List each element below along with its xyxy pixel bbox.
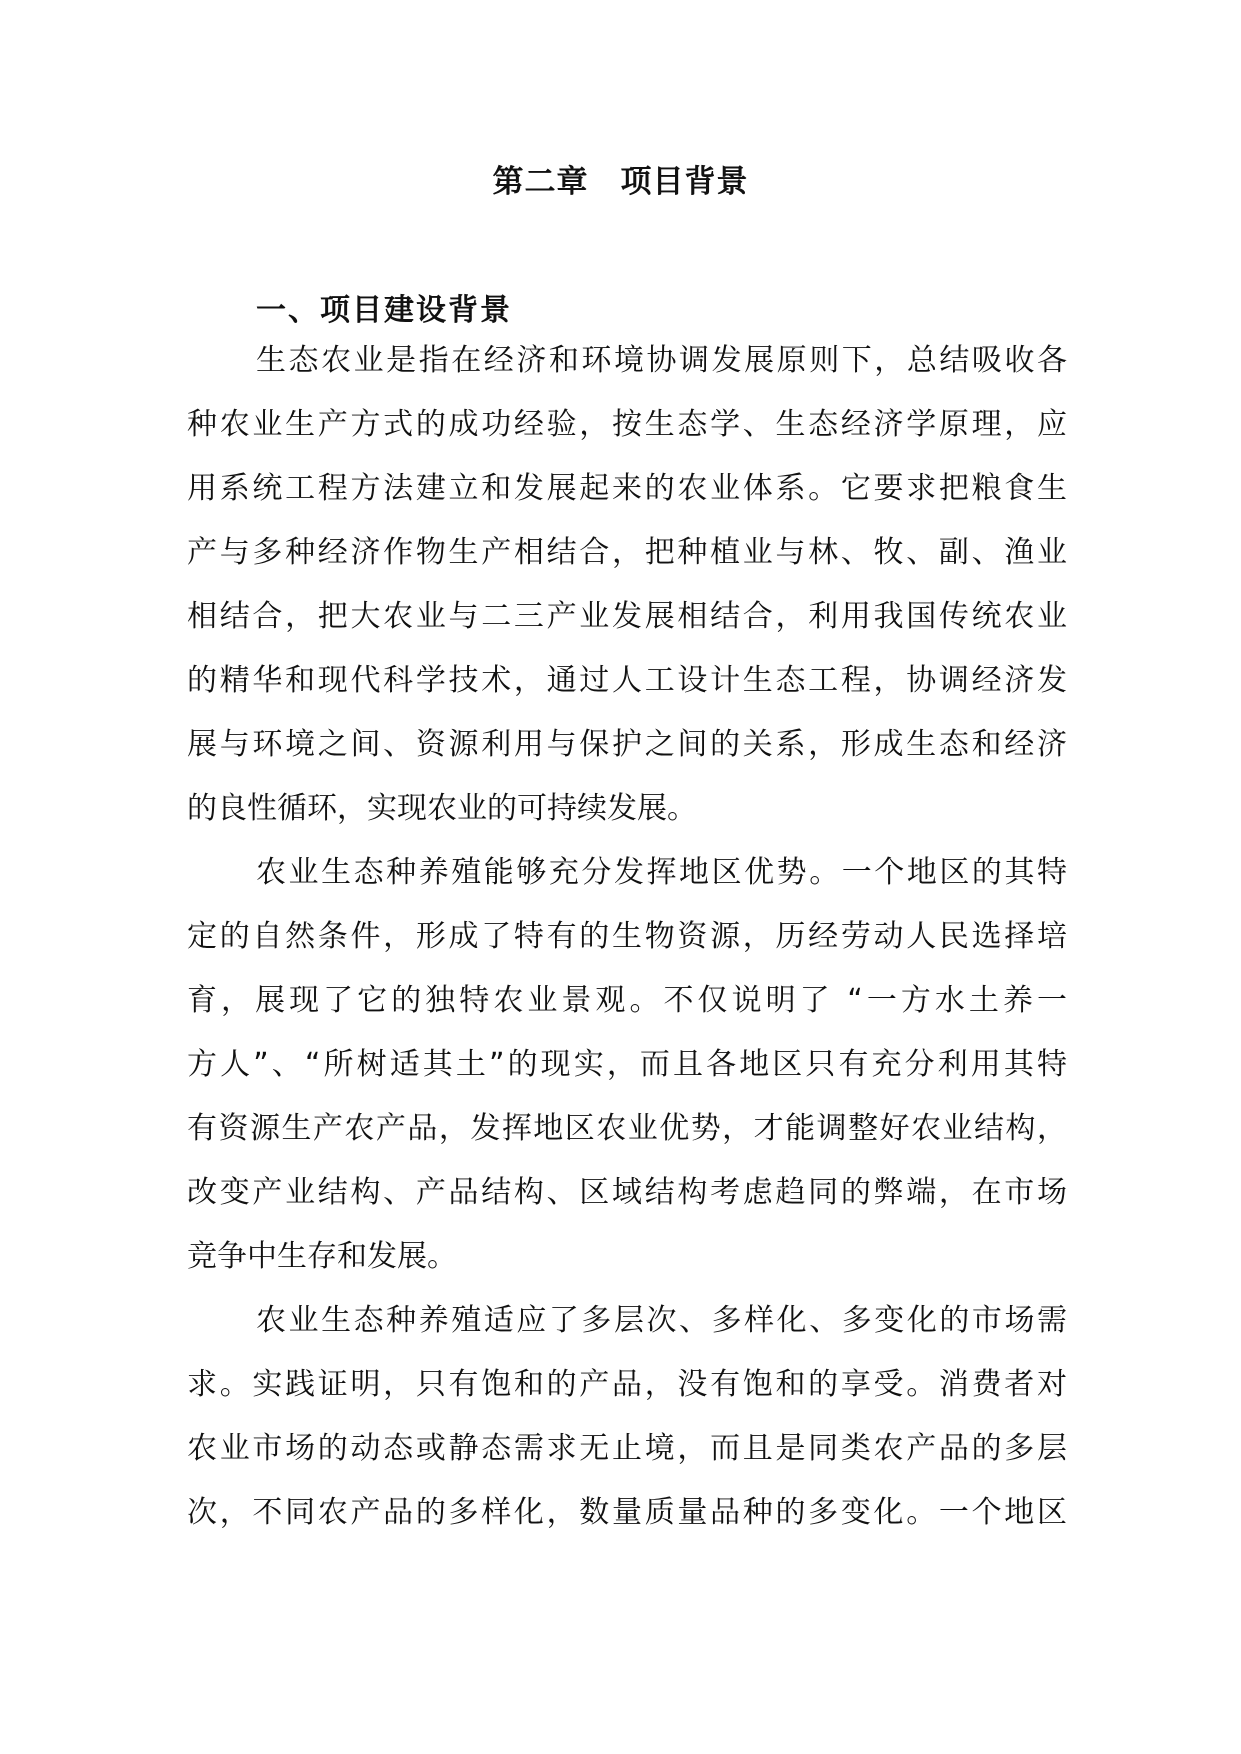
paragraph-2-line-7: 竞争中生存和发展。: [187, 1239, 457, 1274]
paragraph-1-line-1: 生态农业是指在经济和环境协调发展原则下，总结吸收各: [256, 343, 1067, 378]
paragraph-2-line-2: 定的自然条件，形成了特有的生物资源，历经劳动人民选择培: [187, 919, 1067, 954]
paragraph-1-line-6: 的精华和现代科学技术，通过人工设计生态工程，协调经济发: [187, 663, 1067, 698]
paragraph-2-line-6: 改变产业结构、产品结构、区域结构考虑趋同的弊端，在市场: [187, 1175, 1067, 1210]
paragraph-3-line-4: 次，不同农产品的多样化，数量质量品种的多变化。一个地区: [187, 1495, 1067, 1530]
paragraph-2-line-1: 农业生态种养殖能够充分发挥地区优势。一个地区的其特: [256, 855, 1067, 890]
section-heading: 一、项目建设背景: [256, 293, 512, 328]
paragraph-2-line-5: 有资源生产农产品，发挥地区农业优势，才能调整好农业结构，: [187, 1111, 1067, 1146]
paragraph-1-line-5: 相结合，把大农业与二三产业发展相结合，利用我国传统农业: [187, 599, 1067, 634]
paragraph-1-line-2: 种农业生产方式的成功经验，按生态学、生态经济学原理，应: [187, 407, 1067, 442]
paragraph-1-line-8: 的良性循环，实现农业的可持续发展。: [187, 791, 697, 826]
paragraph-2-line-4: 方人”、“所树适其土”的现实，而且各地区只有充分利用其特: [187, 1047, 1067, 1082]
paragraph-3-line-3: 农业市场的动态或静态需求无止境，而且是同类农产品的多层: [187, 1431, 1067, 1466]
paragraph-3-line-1: 农业生态种养殖适应了多层次、多样化、多变化的市场需: [256, 1303, 1067, 1338]
paragraph-1-line-3: 用系统工程方法建立和发展起来的农业体系。它要求把粮食生: [187, 471, 1067, 506]
paragraph-1-line-4: 产与多种经济作物生产相结合，把种植业与林、牧、副、渔业: [187, 535, 1067, 570]
paragraph-3-line-2: 求。实践证明，只有饱和的产品，没有饱和的享受。消费者对: [187, 1367, 1067, 1402]
chapter-title: 第二章 项目背景: [492, 164, 749, 200]
paragraph-1-line-7: 展与环境之间、资源利用与保护之间的关系，形成生态和经济: [187, 727, 1067, 762]
paragraph-2-line-3: 育，展现了它的独特农业景观。不仅说明了 “一方水土养一: [187, 983, 1067, 1018]
